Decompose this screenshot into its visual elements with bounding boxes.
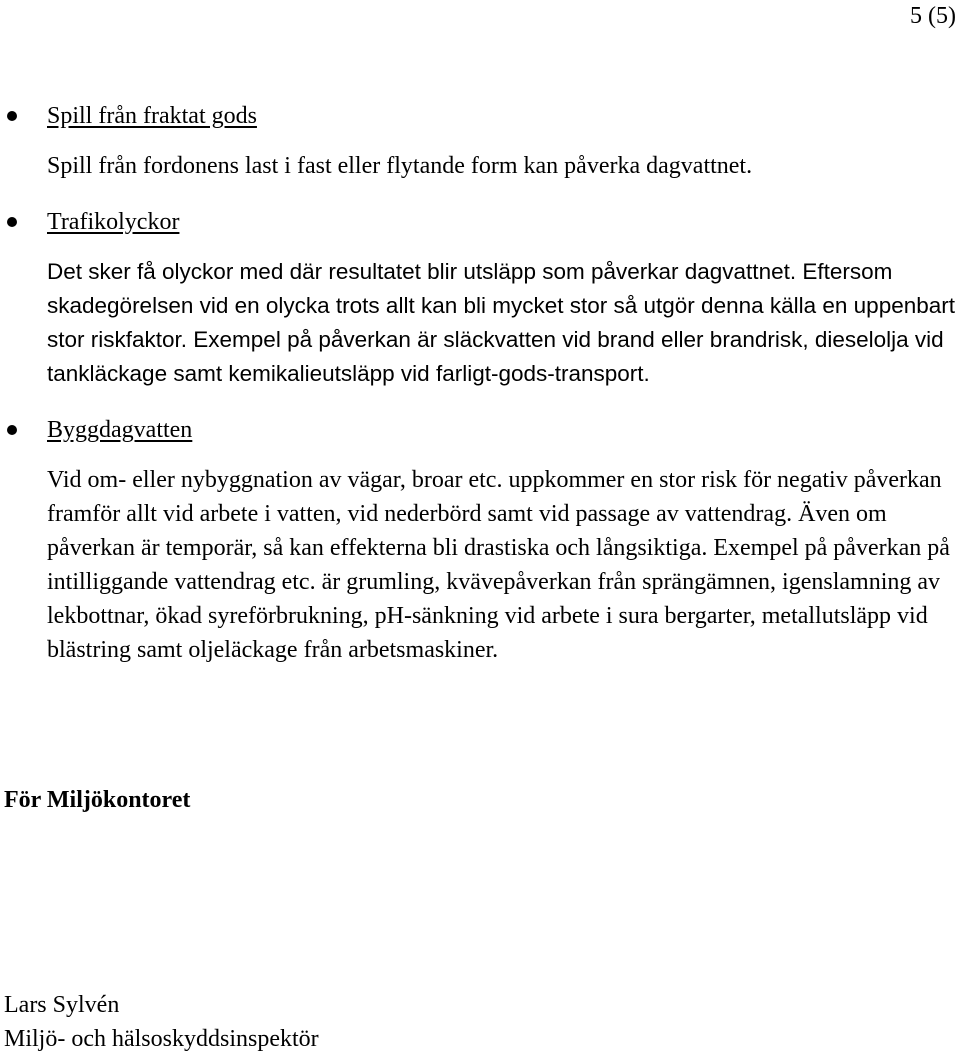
item-body: Vid om- eller nybyggnation av vägar, broar etc. uppkommer en stor risk för negativ påverkan framför allt vid arbete i vatten, vid nederbörd samt vid passage av vattendrag. Även om påverkan är temporär, så kan effekterna bli drastiska och långsiktiga. Exempel på påverkan på intilliggande vattendrag etc. är grumling, kvävepåverkan från sprängämnen, igenslamning av lekbottnar, ökad syreförbrukning, pH-sänkning vid arbete i sura bergarter, metallutsläpp vid blästring samt oljeläckage från arbetsmaskiner. [47,467,950,663]
bullet-icon [7,425,17,435]
bullet-list [0,99,960,667]
item-title: Trafikolyckor [47,209,180,235]
signature-name: Lars Sylvén [4,992,120,1018]
bullet-icon [7,217,17,227]
item-body: Spill från fordonens last i fast eller flytande form kan påverka dagvattnet. [47,153,753,179]
list-item-byggdagvatten [0,413,960,667]
item-title: Byggdagvatten [47,417,193,443]
signature-role: Miljö- och hälsoskyddsinspektör [4,1026,319,1052]
bullet-icon [7,111,17,121]
list-item-trafikolyckor [0,205,960,391]
item-title: Spill från fraktat gods [47,103,257,129]
signature-block [4,988,319,1056]
signoff-heading: För Miljökontoret [4,787,191,813]
item-body: Det sker få olyckor med där resultatet blir utsläpp som påverkar dagvattnet. Eftersom skadegörelsen vid en olycka trots allt kan bli mycket stor så utgör denna källa en uppenbart stor riskfaktor. Exempel på påverkan är släckvatten vid brand eller brandrisk, dieselolja vid tankläckage samt kemikalieutsläpp vid farligt-gods-transport. [47,259,956,386]
list-item-spill [0,99,960,183]
page-number: 5 (5) [910,3,956,29]
